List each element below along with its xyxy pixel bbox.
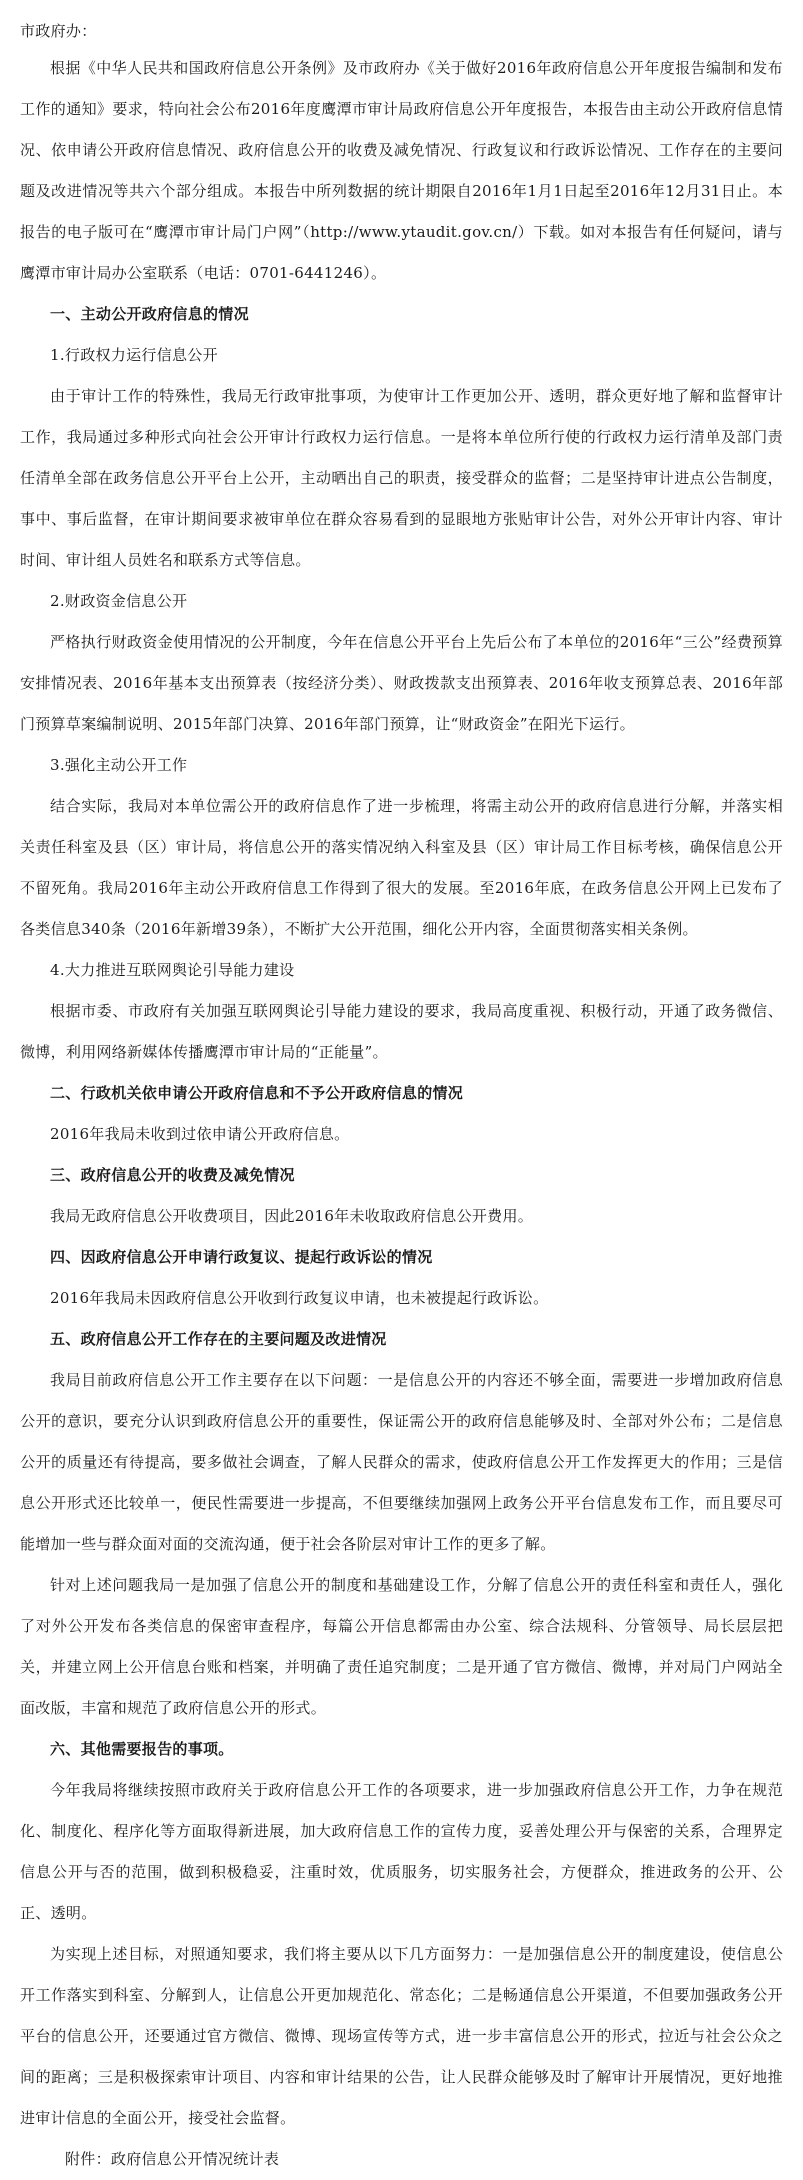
section-1-3-body: 结合实际，我局对本单位需公开的政府信息作了进一步梳理，将需主动公开的政府信息进行分解，并落实相关责任科室及县（区）审计局，将信息公开的落实情况纳入科室及县（区）审计局工作目标考核，确保信息公开不留死角。我局2016年主动公开政府信息工作得到了很大的发展。至2016年底，在政务信息公开网上已发布了各类信息340条（2016年新增39条），不断扩大公开范围，细化公开内容，全面贯彻落实相关条例。 [20, 797, 783, 938]
section-1-4-body: 根据市委、市政府有关加强互联网舆论引导能力建设的要求，我局高度重视、积极行动，开通了政务微信、微博，利用网络新媒体传播鹰潭市审计局的“正能量”。 [20, 1002, 783, 1061]
section-1-2-body: 严格执行财政资金使用情况的公开制度，今年在信息公开平台上先后公布了本单位的2016年“三公”经费预算安排情况表、2016年基本支出预算表（按经济分类）、财政拨款支出预算表、2016年收支预算总表、2016年部门预算草案编制说明、2015年部门决算、2016年部门预算，让“财政资金”在阳光下运行。 [20, 633, 783, 733]
section-1-1-body: 由于审计工作的特殊性，我局无行政审批事项，为使审计工作更加公开、透明，群众更好地了解和监督审计工作，我局通过多种形式向社会公开审计行政权力运行信息。一是将本单位所行使的行政权力运行清单及部门责任清单全部在政务信息公开平台上公开，主动晒出自己的职责，接受群众的监督；二是坚持审计进点公告制度，事中、事后监督，在审计期间要求被审单位在群众容易看到的显眼地方张贴审计公告，对外公开审计内容、审计时间、审计组人员姓名和联系方式等信息。 [20, 387, 783, 569]
section-1-heading: 一、主动公开政府信息的情况 [50, 305, 249, 323]
section-2-heading: 二、行政机关依申请公开政府信息和不予公开政府信息的情况 [50, 1084, 464, 1102]
section-6-body-2: 为实现上述目标，对照通知要求，我们将主要从以下几方面努力：一是加强信息公开的制度建设，使信息公开工作落实到科室、分解到人，让信息公开更加规范化、常态化；二是畅通信息公开渠道，不但要加强政务公开平台的信息公开，还要通过官方微信、微博、现场宣传等方式，进一步丰富信息公开的形式，拉近与社会公众之间的距离；三是积极探索审计项目、内容和审计结果的公告，让人民群众能够及时了解审计开展情况，更好地推进审计信息的全面公开，接受社会监督。 [20, 1945, 783, 2127]
section-5-heading: 五、政府信息公开工作存在的主要问题及改进情况 [50, 1330, 387, 1348]
section-1-1-title: 1.行政权力运行信息公开 [50, 346, 218, 364]
attachment-note: 附件：政府信息公开情况统计表 [65, 2150, 280, 2168]
section-2-body: 2016年我局未收到过依申请公开政府信息。 [50, 1125, 350, 1143]
section-4-body: 2016年我局未因政府信息公开收到行政复议申请，也未被提起行政诉讼。 [50, 1289, 549, 1307]
section-5-body-2: 针对上述问题我局一是加强了信息公开的制度和基础建设工作，分解了信息公开的责任科室和责任人，强化了对外公开发布各类信息的保密审查程序，每篇公开信息都需由办公室、综合法规科、分管领导、局长层层把关，并建立网上公开信息台账和档案，并明确了责任追究制度；二是开通了官方微信、微博，并对局门户网站全面改版，丰富和规范了政府信息公开的形式。 [20, 1576, 783, 1717]
section-1-2-title: 2.财政资金信息公开 [50, 592, 188, 610]
section-3-heading: 三、政府信息公开的收费及减免情况 [50, 1166, 295, 1184]
section-4-heading: 四、因政府信息公开申请行政复议、提起行政诉讼的情况 [50, 1248, 433, 1266]
section-6-body-1: 今年我局将继续按照市政府关于政府信息公开工作的各项要求，进一步加强政府信息公开工作，力争在规范化、制度化、程序化等方面取得新进展，加大政府信息工作的宣传力度，妥善处理公开与保密的关系，合理界定信息公开与否的范围，做到积极稳妥，注重时效，优质服务，切实服务社会，方便群众，推进政务的公开、公正、透明。 [20, 1781, 783, 1922]
section-1-3-title: 3.强化主动公开工作 [50, 756, 188, 774]
salutation: 市政府办： [20, 22, 97, 40]
section-3-body: 我局无政府信息公开收费项目，因此2016年未收取政府信息公开费用。 [50, 1207, 534, 1225]
intro-paragraph: 根据《中华人民共和国政府信息公开条例》及市政府办《关于做好2016年政府信息公开年度报告编制和发布工作的通知》要求，特向社会公布2016年度鹰潭市审计局政府信息公开年度报告，本报告由主动公开政府信息情况、依申请公开政府信息情况、政府信息公开的收费及减免情况、行政复议和行政诉讼情况、工作存在的主要问题及改进情况等共六个部分组成。本报告中所列数据的统计期限自2016年1月1日起至2016年12月31日止。本报告的电子版可在“鹰潭市审计局门户网”（http://www.ytaudit.gov.cn/）下载。如对本报告有任何疑问，请与鹰潭市审计局办公室联系（电话：0701-6441246）。 [20, 59, 783, 282]
section-6-heading: 六、其他需要报告的事项。 [50, 1740, 234, 1758]
section-5-body-1: 我局目前政府信息公开工作主要存在以下问题：一是信息公开的内容还不够全面，需要进一步增加政府信息公开的意识，要充分认识到政府信息公开的重要性，保证需公开的政府信息能够及时、全部对外公布；二是信息公开的质量还有待提高，要多做社会调查，了解人民群众的需求，使政府信息公开工作发挥更大的作用；三是信息公开形式还比较单一，便民性需要进一步提高，不但要继续加强网上政务公开平台信息发布工作，而且要尽可能增加一些与群众面对面的交流沟通，便于社会各阶层对审计工作的更多了解。 [20, 1371, 783, 1553]
section-1-4-title: 4.大力推进互联网舆论引导能力建设 [50, 961, 295, 979]
